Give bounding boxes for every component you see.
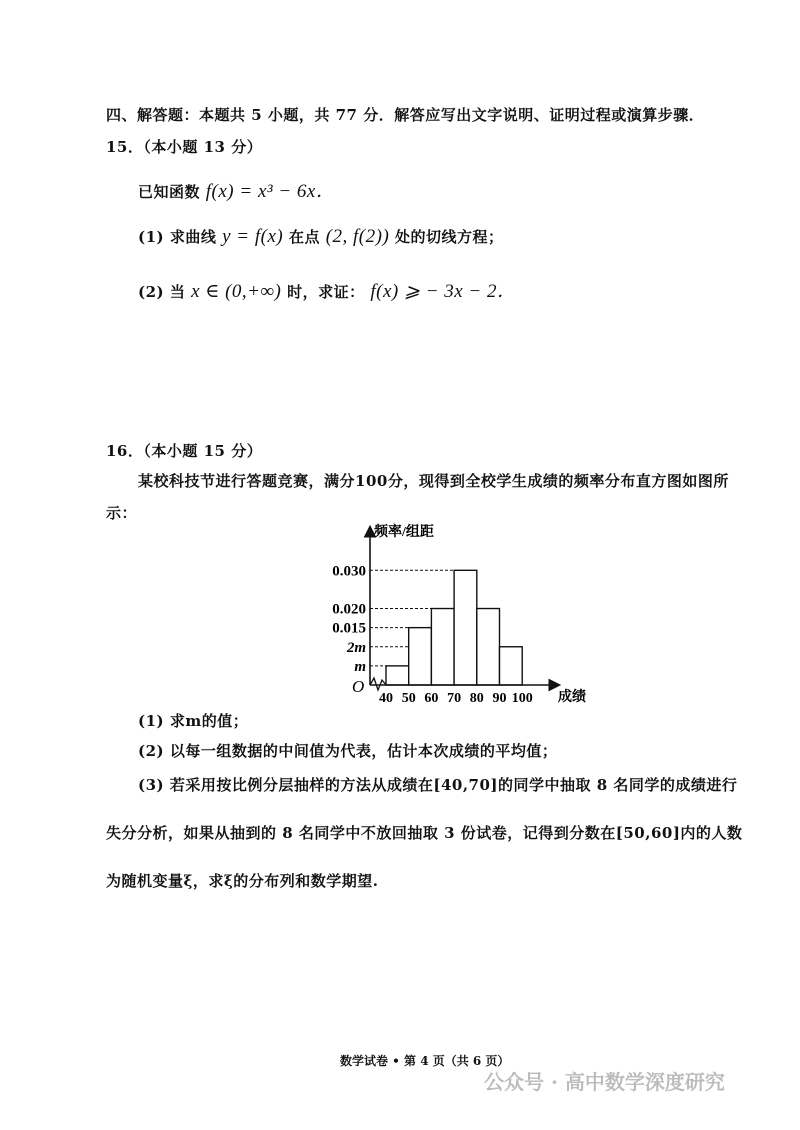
frequency-histogram xyxy=(300,520,600,710)
section-header: 四、解答题：本题共 5 小题，共 77 分．解答应写出文字说明、证明过程或演算步骤． xyxy=(106,106,705,124)
q15-given-prefix: 已知函数 xyxy=(138,183,201,201)
q16-part3-line2: 失分分析，如果从抽到的 8 名同学中不放回抽取 3 份试卷，记得到分数在[50,60]内的人数 xyxy=(106,824,743,842)
histogram-bar-40-50 xyxy=(386,666,409,685)
q15-number: 15．（本小题 13 分） xyxy=(106,138,263,156)
q15-given xyxy=(138,176,335,203)
q15-given-formula: f(x) = x³ − 6x． xyxy=(205,181,336,202)
y-tick-label: m xyxy=(354,658,366,675)
chart-y-tick-labels xyxy=(332,563,366,675)
y-tick-label: 2m xyxy=(346,639,366,656)
x-tick-label: 60 xyxy=(424,691,439,706)
chart-x-tick-labels xyxy=(379,691,533,706)
x-tick-label: 70 xyxy=(447,691,462,706)
x-tick-label: 50 xyxy=(401,691,416,706)
q15-part1-suffix: 处的切线方程； xyxy=(395,228,504,246)
y-tick-label: 0.015 xyxy=(332,620,366,637)
axis-break-mark xyxy=(370,678,386,690)
y-tick-label: 0.030 xyxy=(332,563,366,580)
q15-part1-prefix: (1) 求曲线 xyxy=(138,228,217,246)
y-axis-label: 频率/组距 xyxy=(374,525,434,540)
q15-part2-formula1: x ∈ (0,+∞) xyxy=(191,281,282,302)
histogram-bar-70-80 xyxy=(454,570,477,685)
histogram-bar-60-70 xyxy=(431,609,454,685)
watermark: 公众号 · 高中数学深度研究 xyxy=(484,1070,725,1094)
x-tick-label: 80 xyxy=(469,691,484,706)
x-axis-label: 成绩 xyxy=(558,690,586,705)
q16-intro-line1: 某校科技节进行答题竞赛，满分100分，现得到全校学生成绩的频率分布直方图如图所 xyxy=(138,472,729,490)
x-tick-label: 100 xyxy=(511,691,533,706)
q15-part1-mid: 在点 xyxy=(288,228,320,246)
x-tick-label: 40 xyxy=(379,691,393,706)
q15-part2-mid: 时，求证： xyxy=(287,283,365,301)
page-footer: 数学试卷 • 第 4 页（共 6 页） xyxy=(340,1054,510,1068)
x-tick-label: 90 xyxy=(492,691,507,706)
q16-number: 16．（本小题 15 分） xyxy=(106,442,263,460)
q15-part2-prefix: (2) 当 xyxy=(138,283,186,301)
q15-part2-formula2: f(x) ⩾ − 3x − 2． xyxy=(370,281,517,302)
q15-part1 xyxy=(138,226,504,248)
q15-part2 xyxy=(138,276,516,303)
q16-part3-line1: (3) 若采用按比例分层抽样的方法从成绩在[40,70]的同学中抽取 8 名同学的成绩进行 xyxy=(138,776,738,794)
origin-label: O xyxy=(352,677,365,696)
q15-part1-formula1: y = f(x) xyxy=(222,226,284,247)
q15-part1-formula2: (2, f(2)) xyxy=(325,226,390,247)
q16-intro-line2: 示： xyxy=(106,504,138,522)
q16-part2: (2) 以每一组数据的中间值为代表，估计本次成绩的平均值； xyxy=(138,742,558,760)
q16-part3-line3: 为随机变量ξ，求ξ的分布列和数学期望. xyxy=(106,872,379,890)
histogram-bar-80-90 xyxy=(477,609,500,685)
histogram-bar-90-100 xyxy=(500,647,523,685)
histogram-bar-50-60 xyxy=(409,628,432,685)
y-tick-label: 0.020 xyxy=(332,601,366,618)
q16-part1: (1) 求m的值； xyxy=(138,712,249,730)
